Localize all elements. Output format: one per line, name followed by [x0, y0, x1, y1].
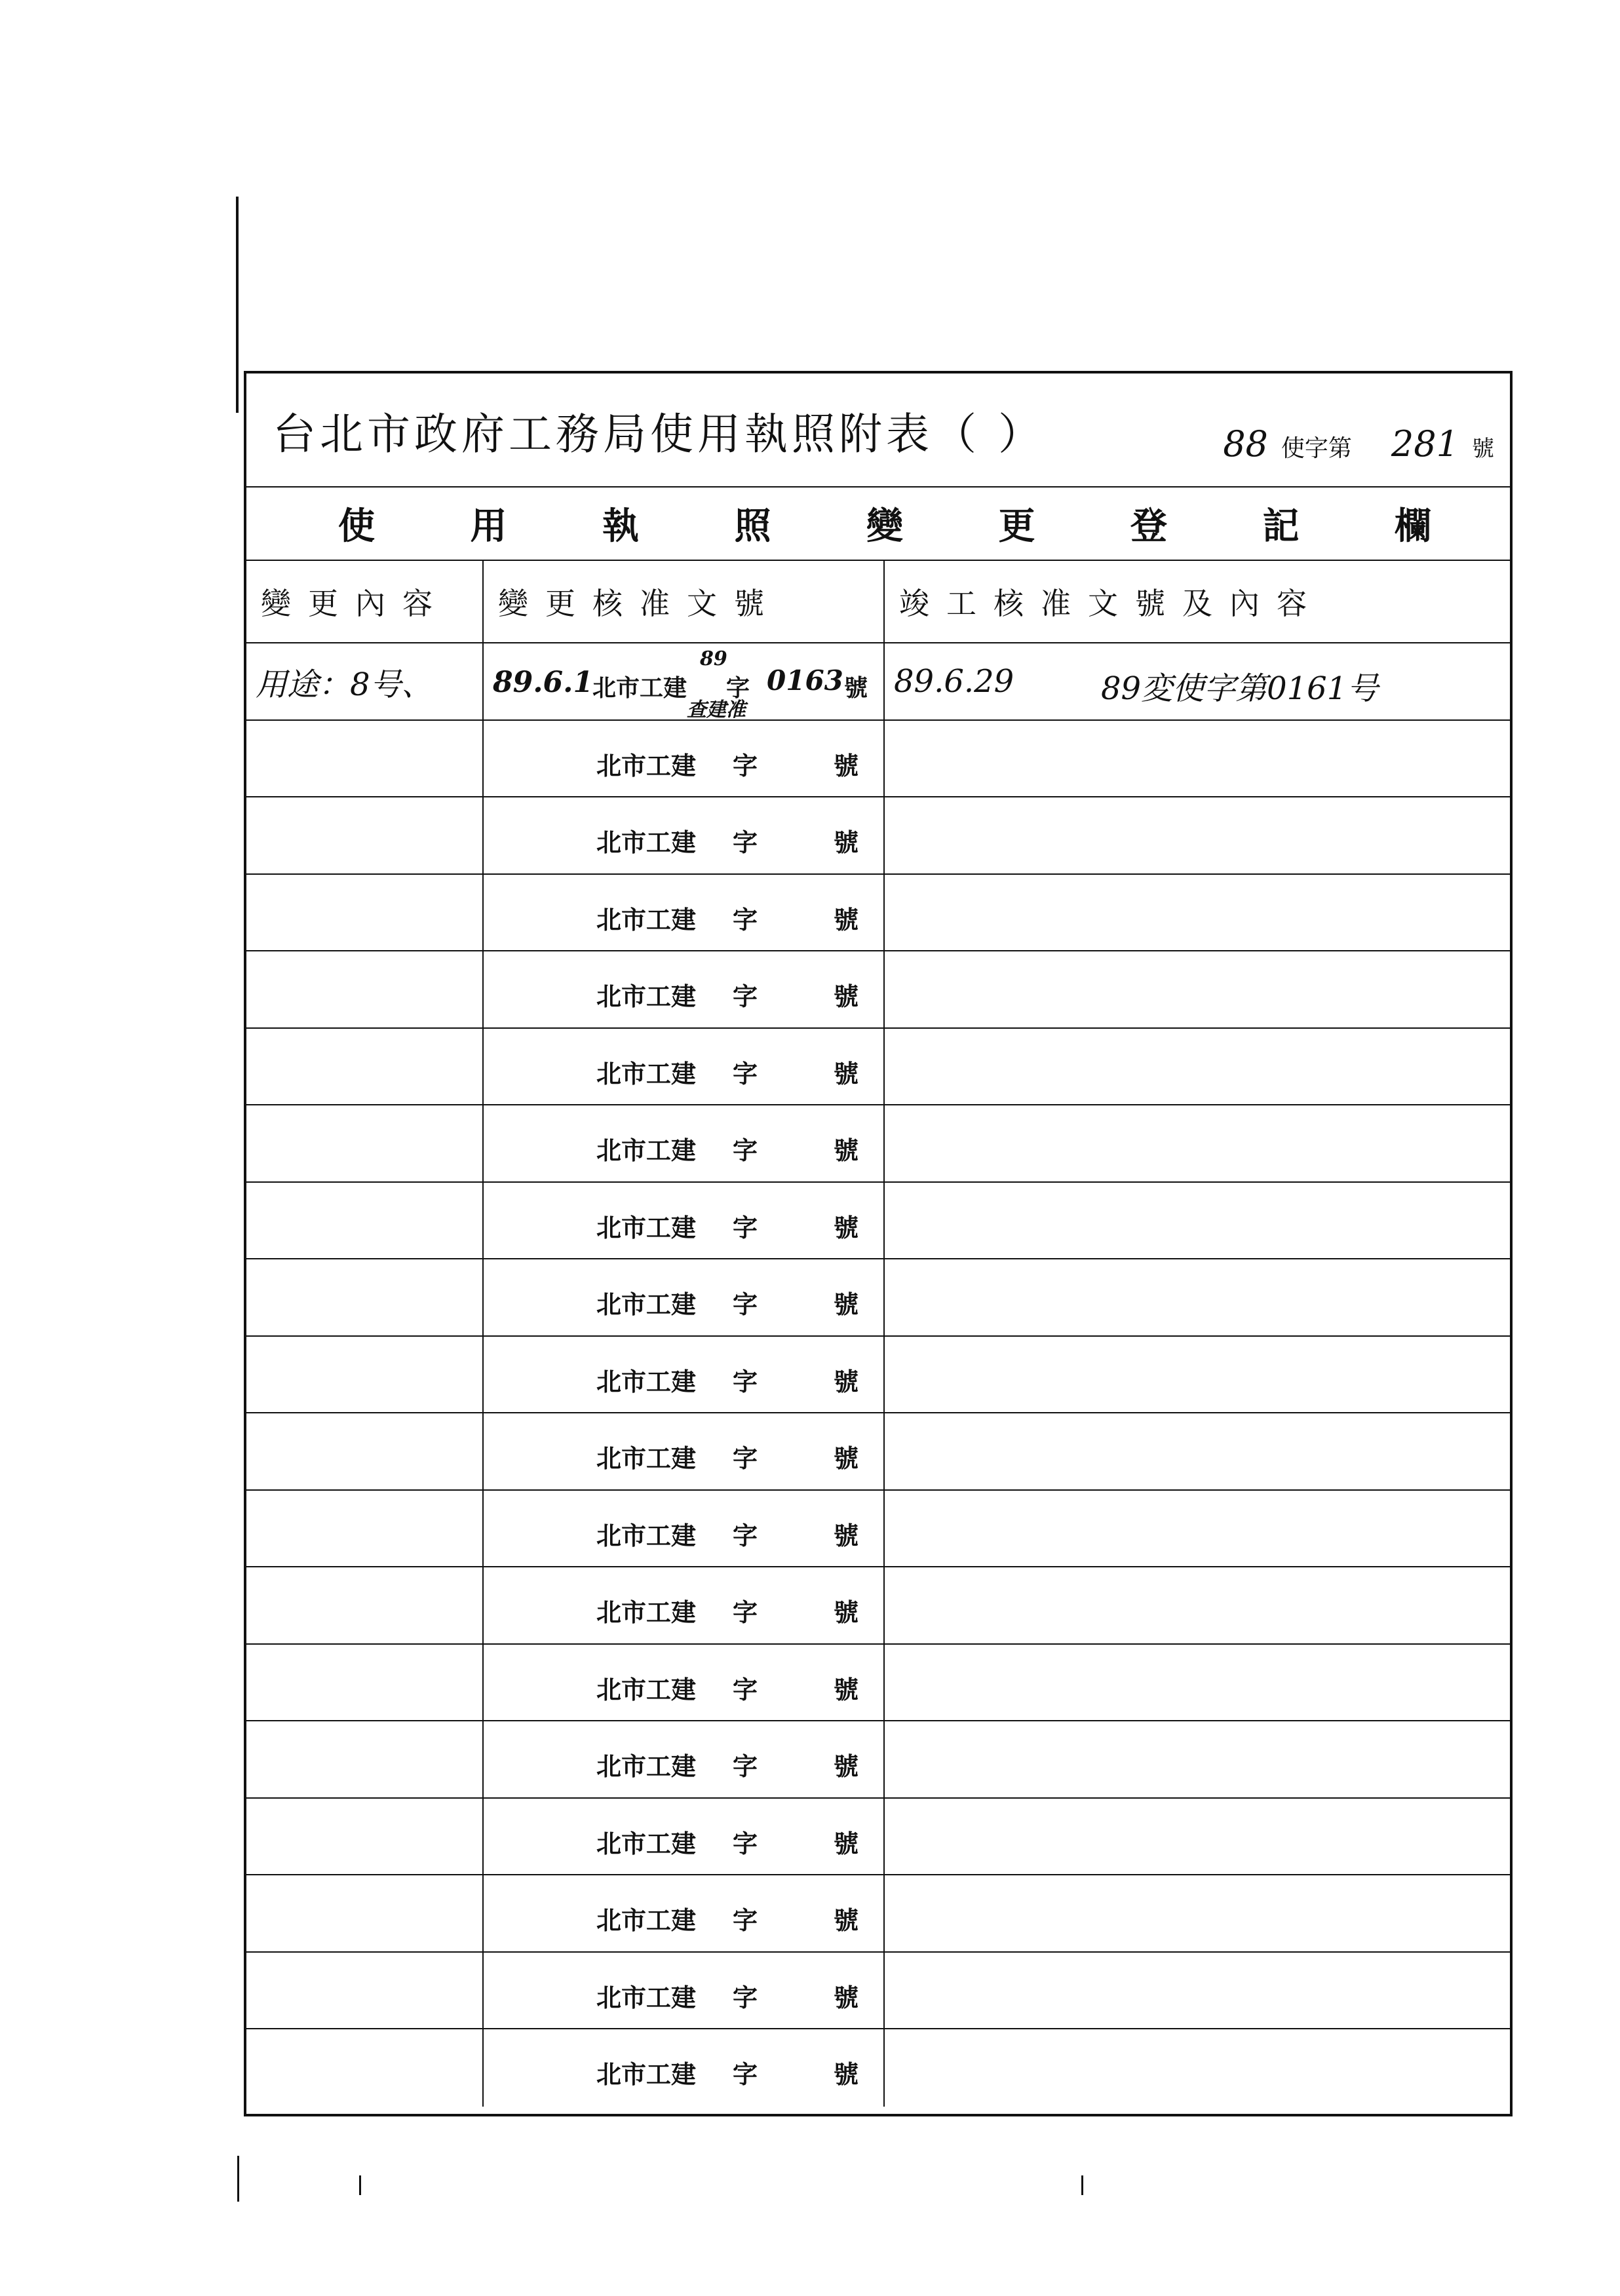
approval-doc-cell	[484, 1105, 885, 1181]
approval-prefix: 北市工建	[596, 1905, 697, 1935]
completion-doc-cell	[885, 797, 1510, 873]
table-row	[246, 1259, 1510, 1337]
completion-doc-cell	[885, 2029, 1510, 2107]
section-title-char: 欄	[1395, 505, 1431, 548]
section-title-row	[246, 488, 1510, 561]
approval-zi: 字	[726, 674, 750, 702]
license-year: 88	[1223, 423, 1268, 465]
approval-zi: 字	[733, 982, 758, 1011]
form-title: 台北市政府工務局使用執照附表（ ）	[273, 408, 1045, 459]
approval-note: 查建准	[687, 698, 746, 721]
approval-doc-cell	[484, 1491, 885, 1567]
completion-doc-cell	[885, 643, 1510, 719]
approval-zi: 字	[733, 1366, 758, 1396]
approval-doc-cell	[484, 875, 885, 951]
change-content-cell	[246, 1721, 484, 1797]
table-row	[246, 1567, 1510, 1645]
approval-hao: 號	[834, 1598, 859, 1627]
completion-doc-cell	[885, 1645, 1510, 1721]
approval-prefix: 北市工建	[596, 1982, 697, 2012]
completion-doc-cell	[885, 1413, 1510, 1489]
table-row	[246, 1183, 1510, 1260]
approval-hao: 號	[834, 1366, 859, 1396]
usage-license-appendix-form	[244, 371, 1513, 2116]
approval-hao: 號	[834, 1212, 859, 1242]
completion-doc-cell	[885, 1029, 1510, 1105]
change-content-cell	[246, 1183, 484, 1259]
approval-prefix: 北市工建	[596, 750, 697, 780]
approval-hao: 號	[834, 828, 859, 857]
approval-doc-cell	[484, 1413, 885, 1489]
approval-prefix: 北市工建	[596, 2059, 697, 2089]
table-row	[246, 721, 1510, 798]
change-content-cell	[246, 1875, 484, 1951]
section-title-char: 照	[734, 505, 771, 548]
approval-prefix: 北市工建	[596, 904, 697, 934]
table-row	[246, 2029, 1510, 2107]
approval-zi: 字	[733, 1058, 758, 1088]
approval-zi: 字	[733, 1598, 758, 1627]
completion-doc-cell	[885, 1183, 1510, 1259]
table-row	[246, 1029, 1510, 1106]
change-content-cell	[246, 2029, 484, 2107]
table-row	[246, 1953, 1510, 2030]
change-content-cell	[246, 1413, 484, 1489]
title-row	[246, 373, 1510, 488]
table-row	[246, 643, 1510, 721]
approval-prefix: 北市工建	[596, 1212, 697, 1242]
approval-doc-cell	[484, 2029, 885, 2107]
approval-prefix: 北市工建	[596, 1136, 697, 1165]
scan-tick	[359, 2175, 361, 2195]
approval-date: 89.6.1	[493, 666, 594, 699]
approval-doc-cell	[484, 1567, 885, 1643]
approval-hao: 號	[844, 674, 868, 702]
binding-line	[236, 197, 239, 413]
change-content-cell	[246, 721, 484, 797]
completion-doc-cell	[885, 1799, 1510, 1875]
change-content-text: 用途：8号、	[256, 666, 433, 703]
change-content-cell	[246, 1953, 484, 2029]
completion-doc-cell	[885, 1259, 1510, 1335]
table-row	[246, 1491, 1510, 1568]
approval-hao: 號	[834, 1136, 859, 1165]
completion-doc-cell	[885, 951, 1510, 1027]
approval-prefix: 北市工建	[596, 1828, 697, 1858]
header-approval-doc: 變更核准文號	[484, 561, 885, 642]
approval-doc-cell	[484, 951, 885, 1027]
table-row	[246, 1337, 1510, 1414]
approval-doc-cell	[484, 721, 885, 797]
license-label: 使字第	[1281, 435, 1352, 462]
section-title-char: 執	[602, 505, 639, 548]
section-title-char: 使	[338, 505, 375, 548]
blank-rows	[246, 721, 1510, 2107]
table-row	[246, 1105, 1510, 1183]
table-row	[246, 951, 1510, 1029]
change-content-cell	[246, 643, 484, 719]
approval-hao: 號	[834, 1905, 859, 1935]
completion-doc-cell	[885, 1337, 1510, 1413]
approval-zi: 字	[733, 904, 758, 934]
approval-zi: 字	[733, 1136, 758, 1165]
approval-hao: 號	[834, 1828, 859, 1858]
approval-hao: 號	[834, 982, 859, 1011]
table-row	[246, 1413, 1510, 1491]
approval-doc-cell	[484, 1721, 885, 1797]
completion-doc-cell	[885, 1491, 1510, 1567]
table-row	[246, 1645, 1510, 1722]
approval-zi: 字	[733, 828, 758, 857]
completion-doc-cell	[885, 1953, 1510, 2029]
approval-hao: 號	[834, 1520, 859, 1550]
approval-prefix: 北市工建	[596, 1444, 697, 1473]
section-title-char: 用	[470, 505, 507, 548]
approval-doc-cell	[484, 1645, 885, 1721]
approval-year: 89	[700, 647, 727, 670]
change-content-cell	[246, 1491, 484, 1567]
approval-doc-cell	[484, 1799, 885, 1875]
table-row	[246, 1799, 1510, 1876]
change-content-cell	[246, 1799, 484, 1875]
change-content-cell	[246, 1337, 484, 1413]
approval-zi: 字	[733, 2059, 758, 2089]
license-number: 281	[1391, 423, 1459, 465]
change-content-cell	[246, 1105, 484, 1181]
binding-line-lower	[237, 2156, 239, 2202]
approval-prefix: 北市工建	[596, 1674, 697, 1704]
approval-doc-cell	[484, 1953, 885, 2029]
table-row	[246, 875, 1510, 952]
approval-prefix: 北市工建	[596, 1366, 697, 1396]
approval-zi: 字	[733, 1520, 758, 1550]
table-row	[246, 1875, 1510, 1953]
approval-zi: 字	[733, 1674, 758, 1704]
completion-text: 89変使字第0161号	[1101, 670, 1379, 707]
scan-tick	[1081, 2175, 1083, 2195]
approval-hao: 號	[834, 1290, 859, 1319]
license-suffix: 號	[1472, 436, 1494, 462]
approval-zi: 字	[733, 1212, 758, 1242]
approval-prefix: 北市工建	[592, 674, 687, 702]
table-row	[246, 797, 1510, 875]
license-number-block	[1223, 423, 1494, 465]
change-content-cell	[246, 1029, 484, 1105]
approval-hao: 號	[834, 750, 859, 780]
table-header-row	[246, 561, 1510, 643]
completion-date: 89.6.29	[894, 663, 1014, 700]
approval-number: 0163	[767, 664, 843, 697]
header-completion-doc: 竣工核准文號及內容	[899, 586, 1324, 621]
approval-hao: 號	[834, 1058, 859, 1088]
approval-doc-cell	[484, 797, 885, 873]
approval-doc-cell	[484, 1259, 885, 1335]
section-title-char: 更	[998, 505, 1035, 548]
approval-zi: 字	[733, 1290, 758, 1319]
table-row	[246, 1721, 1510, 1799]
change-content-cell	[246, 875, 484, 951]
approval-zi: 字	[733, 1828, 758, 1858]
change-content-cell	[246, 951, 484, 1027]
completion-doc-cell	[885, 1875, 1510, 1951]
approval-doc-cell	[484, 1875, 885, 1951]
approval-prefix: 北市工建	[596, 1598, 697, 1627]
approval-zi: 字	[733, 1982, 758, 2012]
section-title-char: 登	[1130, 505, 1167, 548]
approval-prefix: 北市工建	[596, 1290, 697, 1319]
approval-prefix: 北市工建	[596, 1520, 697, 1550]
approval-doc-cell	[484, 1183, 885, 1259]
approval-doc-cell	[484, 1029, 885, 1105]
approval-prefix: 北市工建	[596, 982, 697, 1011]
change-content-cell	[246, 1259, 484, 1335]
section-title	[246, 488, 1510, 560]
completion-doc-cell	[885, 875, 1510, 951]
approval-hao: 號	[834, 1674, 859, 1704]
change-content-cell	[246, 1645, 484, 1721]
completion-doc-cell	[885, 1105, 1510, 1181]
completion-doc-cell	[885, 721, 1510, 797]
approval-zi: 字	[733, 1905, 758, 1935]
approval-prefix: 北市工建	[596, 1751, 697, 1781]
approval-hao: 號	[834, 1982, 859, 2012]
approval-hao: 號	[834, 2059, 859, 2089]
header-change-content: 變更內容	[246, 561, 484, 642]
approval-zi: 字	[733, 750, 758, 780]
approval-zi: 字	[733, 1751, 758, 1781]
approval-hao: 號	[834, 1444, 859, 1473]
approval-doc-cell	[484, 1337, 885, 1413]
completion-doc-cell	[885, 1567, 1510, 1643]
section-title-char: 記	[1262, 505, 1300, 548]
approval-hao: 號	[834, 904, 859, 934]
approval-zi: 字	[733, 1444, 758, 1473]
approval-doc-cell	[484, 643, 885, 719]
approval-prefix: 北市工建	[596, 1058, 697, 1088]
approval-hao: 號	[834, 1751, 859, 1781]
section-title-char: 變	[866, 505, 903, 548]
change-content-cell	[246, 1567, 484, 1643]
change-content-cell	[246, 797, 484, 873]
completion-doc-cell	[885, 1721, 1510, 1797]
approval-prefix: 北市工建	[596, 828, 697, 857]
